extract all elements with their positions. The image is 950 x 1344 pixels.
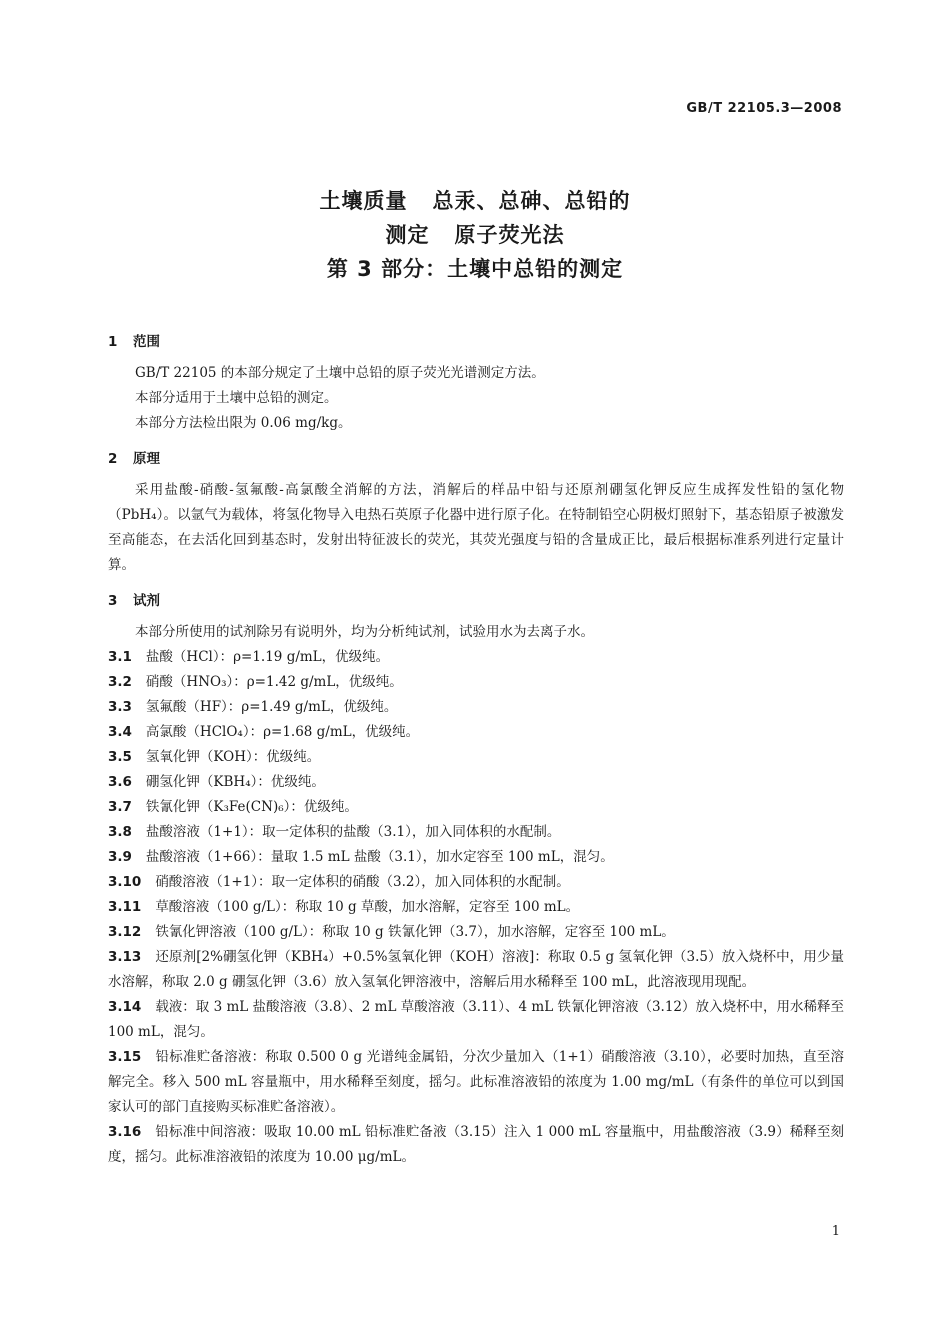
reagent-item bbox=[108, 870, 844, 895]
paragraph: 本部分适用于土壤中总铅的测定。 bbox=[135, 390, 338, 406]
item-text: 盐酸（HCl）：ρ=1.19 g/mL，优级纯。 bbox=[145, 649, 390, 665]
item-number: 3.11 bbox=[108, 899, 142, 915]
reagent-item bbox=[108, 720, 844, 745]
item-text: 硝酸（HNO₃）：ρ=1.42 g/mL，优级纯。 bbox=[145, 674, 403, 690]
section-number: 3 bbox=[108, 593, 118, 609]
item-number: 3.2 bbox=[108, 674, 132, 690]
paragraph: 本部分方法检出限为 0.06 mg/kg。 bbox=[135, 415, 352, 431]
item-number: 3.7 bbox=[108, 799, 132, 815]
reagent-item bbox=[108, 845, 844, 870]
section-heading-scope bbox=[108, 330, 844, 355]
paragraph: 本部分所使用的试剂除另有说明外，均为分析纯试剂，试验用水为去离子水。 bbox=[135, 624, 594, 640]
item-number: 3.6 bbox=[108, 774, 132, 790]
item-text: 高氯酸（HClO₄）：ρ=1.68 g/mL，优级纯。 bbox=[145, 724, 420, 740]
item-text: 铁氰化钾（K₃Fe(CN)₆）：优级纯。 bbox=[145, 799, 358, 815]
reagent-item bbox=[108, 945, 844, 995]
item-number: 3.14 bbox=[108, 999, 142, 1015]
section-number: 1 bbox=[108, 334, 118, 350]
item-text: 硼氢化钾（KBH₄）：优级纯。 bbox=[145, 774, 325, 790]
item-text: 盐酸溶液（1+1）：取一定体积的盐酸（3.1），加入同体积的水配制。 bbox=[145, 824, 561, 840]
reagent-item bbox=[108, 670, 844, 695]
item-number: 3.13 bbox=[108, 949, 142, 965]
item-number: 3.9 bbox=[108, 849, 132, 865]
item-text: 载液：取 3 mL 盐酸溶液（3.8）、2 mL 草酸溶液（3.11）、4 mL 铁氰化钾溶液（3.12）放入烧杯中，用水稀释至 100 mL，混匀。 bbox=[108, 999, 845, 1040]
item-text: 铁氰化钾溶液（100 g/L）：称取 10 g 铁氰化钾（3.7），加水溶解，定容至 100 mL。 bbox=[155, 924, 675, 940]
reagent-item bbox=[108, 745, 844, 770]
section-title: 试剂 bbox=[133, 593, 160, 609]
item-text: 铅标准中间溶液：吸取 10.00 mL 铅标准贮备液（3.15）注入 1 000 mL 容量瓶中，用盐酸溶液（3.9）稀释至刻度，摇匀。此标准溶液铅的浓度为 10.00 μg/mL。 bbox=[108, 1124, 844, 1165]
item-number: 3.1 bbox=[108, 649, 132, 665]
reagent-item bbox=[108, 770, 844, 795]
item-number: 3.15 bbox=[108, 1049, 142, 1065]
reagent-item bbox=[108, 895, 844, 920]
reagent-item bbox=[108, 1120, 844, 1170]
reagent-item bbox=[108, 1045, 844, 1120]
item-text: 铅标准贮备溶液：称取 0.500 0 g 光谱纯金属铅，分次少量加入（1+1）硝酸溶液（3.10），必要时加热，直至溶解完全。移入 500 mL 容量瓶中，用水稀释至刻度，摇匀。此标准溶液铅的浓度为 1.00 mg/mL（有条件的单位可以到国家认可的部门直接购买标准贮备溶液）。 bbox=[108, 1049, 844, 1115]
paragraph: GB/T 22105 的本部分规定了土壤中总铅的原子荧光光谱测定方法。 bbox=[135, 365, 545, 381]
item-text: 还原剂[2%硼氢化钾（KBH₄）+0.5%氢氧化钾（KOH）溶液]：称取 0.5 g 氢氧化钾（3.5）放入烧杯中，用少量水溶解，称取 2.0 g 硼氢化钾（3.6）放入氢氧化钾溶液中，溶解后用水稀释至 100 mL，此溶液现用现配。 bbox=[108, 949, 844, 990]
document-title bbox=[0, 184, 950, 286]
reagent-item bbox=[108, 995, 844, 1045]
reagent-item bbox=[108, 920, 844, 945]
section-heading-reagents bbox=[108, 589, 844, 614]
title-line-1: 土壤质量 总汞、总砷、总铅的 bbox=[319, 189, 631, 213]
item-number: 3.5 bbox=[108, 749, 132, 765]
item-text: 盐酸溶液（1+66）：量取 1.5 mL 盐酸（3.1），加水定容至 100 mL，混匀。 bbox=[145, 849, 614, 865]
item-text: 氢氟酸（HF）：ρ=1.49 g/mL，优级纯。 bbox=[145, 699, 398, 715]
title-line-2: 测定 原子荧光法 bbox=[385, 223, 565, 247]
item-number: 3.12 bbox=[108, 924, 142, 940]
section-heading-principle bbox=[108, 447, 844, 472]
reagent-item bbox=[108, 820, 844, 845]
item-number: 3.8 bbox=[108, 824, 132, 840]
document-body bbox=[108, 330, 844, 1170]
section-title: 原理 bbox=[133, 451, 160, 467]
standard-code: GB/T 22105.3—2008 bbox=[686, 101, 842, 116]
page-number: 1 bbox=[831, 1224, 840, 1239]
section-number: 2 bbox=[108, 451, 118, 467]
item-number: 3.3 bbox=[108, 699, 132, 715]
paragraph: 采用盐酸-硝酸-氢氟酸-高氯酸全消解的方法，消解后的样品中铅与还原剂硼氢化钾反应生成挥发性铅的氢化物（PbH₄）。以氩气为载体，将氢化物导入电热石英原子化器中进行原子化。在特制铅空心阴极灯照射下，基态铅原子被激发至高能态，在去活化回到基态时，发射出特征波长的荧光，其荧光强度与铅的含量成正比，最后根据标准系列进行定量计算。 bbox=[108, 482, 844, 573]
title-line-3: 第 3 部分：土壤中总铅的测定 bbox=[326, 257, 624, 281]
item-number: 3.4 bbox=[108, 724, 132, 740]
item-text: 草酸溶液（100 g/L）：称取 10 g 草酸，加水溶解，定容至 100 mL。 bbox=[155, 899, 580, 915]
reagent-item bbox=[108, 645, 844, 670]
item-number: 3.10 bbox=[108, 874, 142, 890]
reagent-item bbox=[108, 795, 844, 820]
reagent-item bbox=[108, 695, 844, 720]
item-number: 3.16 bbox=[108, 1124, 142, 1140]
section-title: 范围 bbox=[133, 334, 160, 350]
item-text: 氢氧化钾（KOH）：优级纯。 bbox=[145, 749, 321, 765]
item-text: 硝酸溶液（1+1）：取一定体积的硝酸（3.2），加入同体积的水配制。 bbox=[155, 874, 570, 890]
